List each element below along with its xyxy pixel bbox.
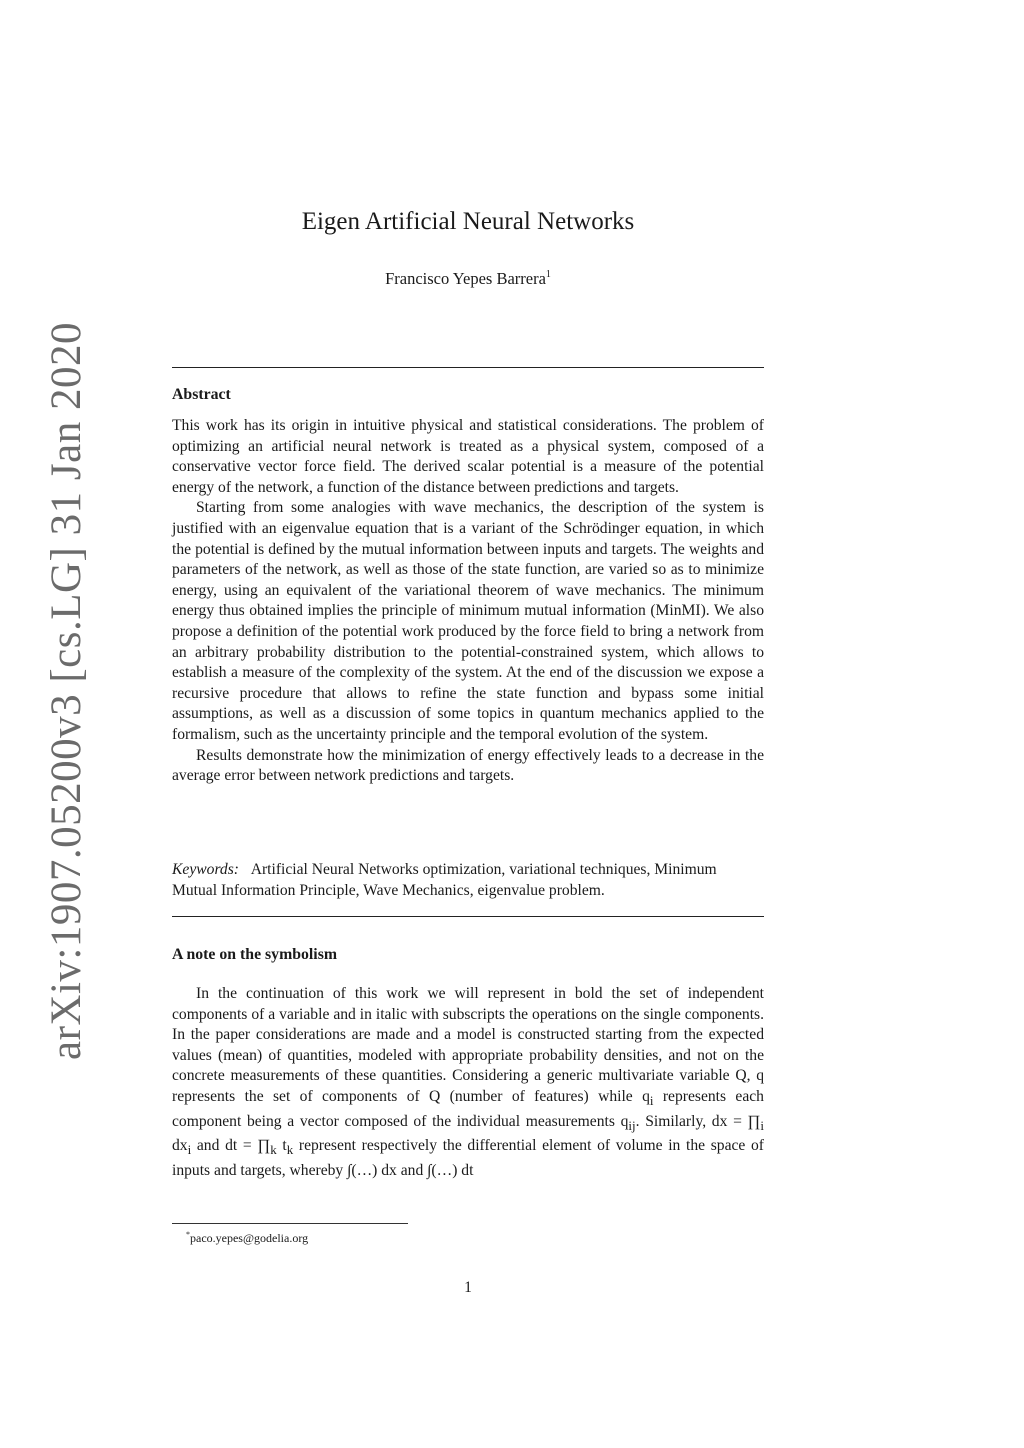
section-heading: A note on the symbolism: [172, 946, 338, 963]
abstract-paragraph: Starting from some analogies with wave mechanics, the description of the system is justified with an eigenvalue equation that is a variant of the Schrödinger equation, in which the potential is defined by the mutual information between inputs and targets. The weights and parameters of the network, as well as those of the state function, are varied so as to minimize energy, using an equivalent of the variational theorem of wave mechanics. The minimum energy thus obtained implies the principle of minimum mutual information (MinMI). We also propose a definition of the potential work produced by the force field to bring a network from an arbitrary probability distribution to the potential-constrained system, which allows to establish a measure of the complexity of the system. At the end of the discussion we expose a recursive procedure that allows to refine the state function and bypass some initial assumptions, as well as a discussion of some topics in quantum mechanics applied to the formalism, such as the uncertainty principle and the temporal evolution of the system.: [172, 499, 764, 743]
abstract-bottom-rule: [172, 916, 764, 917]
author-name: Francisco Yepes Barrera: [385, 269, 546, 288]
paper-title: Eigen Artificial Neural Networks: [301, 208, 635, 235]
section-paragraph: In the continuation of this work we will represent in bold the set of independent components of a variable and in italic with subscripts the operations on the single components. In the paper considerations are made and a model is constructed starting from the expected values (mean) of quantities, modeled with appropriate probability densities, and not on the concrete measurements of these quantities. Considering a generic multivariate variable Q, q represents the set of components of Q (number of features) while $q_i$ represents each component being a vector composed of the individual measurements $q_{ij}$. Similarly, dx = $\prod_i$ $dx_i$ and dt = $\prod_k$ $t_k$ represent respectively the differential element of volume in the space of inputs and targets, whereby ∫(…) dx and ∫(…) dt: [172, 985, 765, 1180]
footnote-marker: *: [186, 1230, 190, 1239]
keywords-text: Artificial Neural Networks optimization, variational techniques, Minimum Mutual Information Principle, Wave Mechanics, eigenvalue problem.: [172, 861, 717, 899]
page-number: 1: [464, 1279, 472, 1296]
arxiv-identifier: arXiv:1907.05200v3 [cs.LG] 31 Jan 2020: [43, 322, 90, 1060]
footnote: [186, 1230, 308, 1246]
section-body: [172, 984, 764, 1182]
keywords-label: Keywords:: [172, 861, 239, 878]
footnote-rule: [172, 1223, 408, 1224]
abstract-body: [172, 416, 764, 787]
footnote-email: paco.yepes@godelia.org: [190, 1231, 309, 1245]
author-affiliation-marker: 1: [545, 269, 551, 280]
keywords: [172, 860, 764, 901]
abstract-top-rule: [172, 367, 764, 368]
abstract-heading: Abstract: [172, 386, 231, 403]
abstract-paragraph: This work has its origin in intuitive physical and statistical considerations. The problem of optimizing an artificial neural network is treated as a physical system, composed of a conservative vector force field. The derived scalar potential is a measure of the potential energy of the network, a function of the distance between predictions and targets.: [172, 417, 764, 496]
author-line: [0, 269, 936, 289]
abstract-paragraph: Results demonstrate how the minimization of energy effectively leads to a decrease in the average error between network predictions and targets.: [172, 746, 764, 785]
